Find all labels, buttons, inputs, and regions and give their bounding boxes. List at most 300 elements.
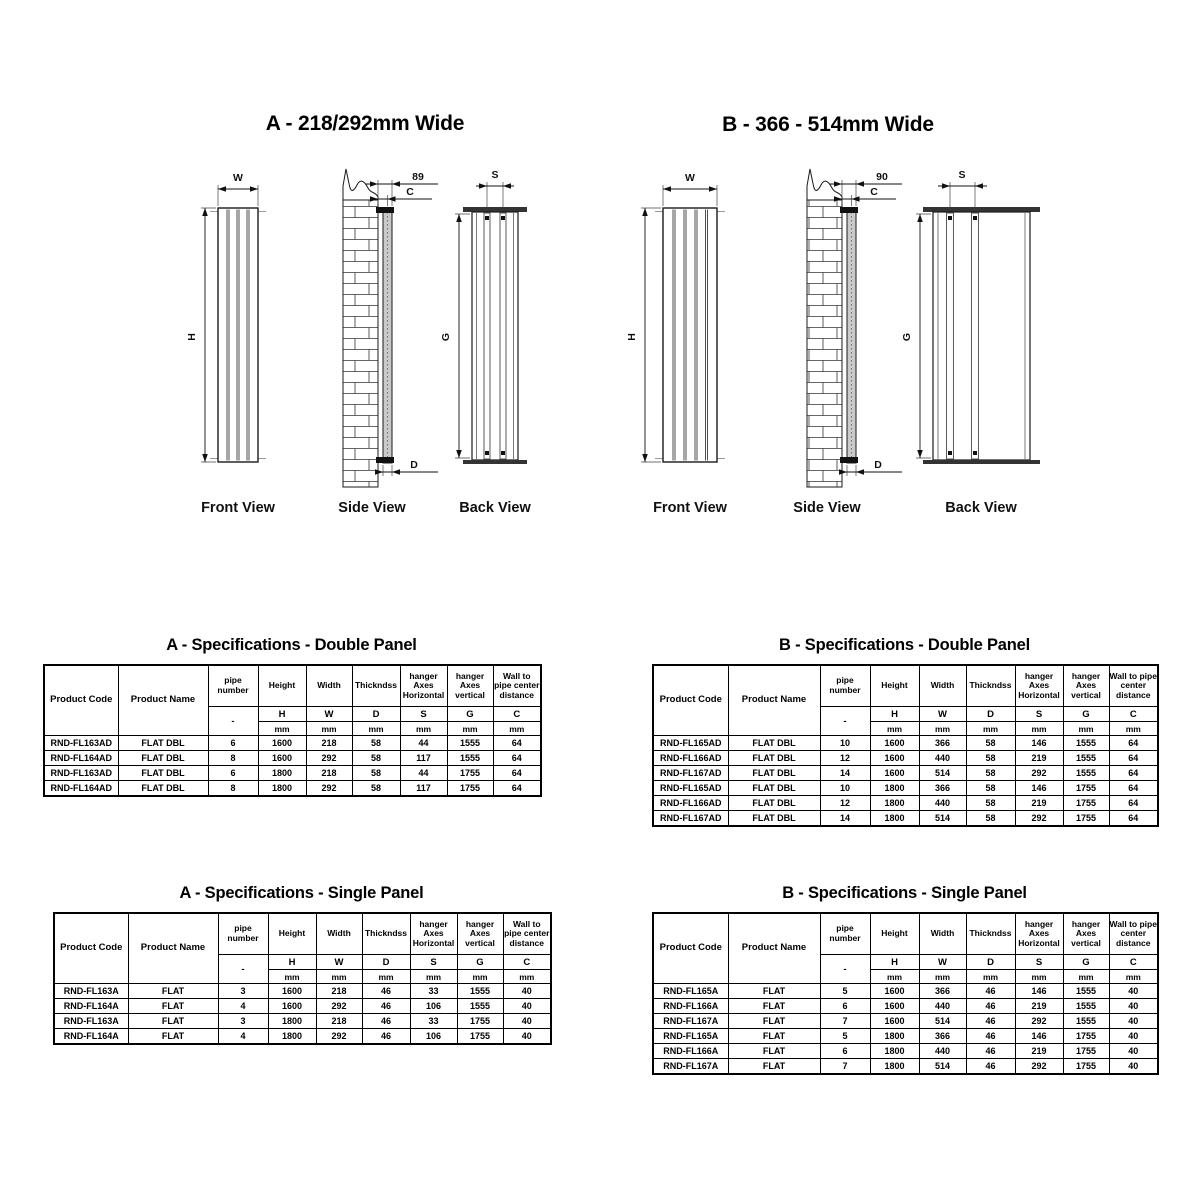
table-cell: 1800 <box>870 796 919 811</box>
table-cell: FLAT <box>728 1029 820 1044</box>
table-cell: 46 <box>966 1029 1015 1044</box>
col-header: Product Name <box>118 665 208 736</box>
table-cell: 1600 <box>870 984 919 999</box>
symbol-header: W <box>919 955 966 970</box>
table-cell: 33 <box>410 1014 457 1029</box>
table-cell: 514 <box>919 1059 966 1075</box>
table-cell: 366 <box>919 736 966 751</box>
table-cell: 46 <box>362 1029 410 1045</box>
symbol-header: G <box>1063 707 1109 722</box>
col-header: Thickndss <box>966 665 1015 707</box>
dim-label-h: H <box>186 333 198 341</box>
table-row <box>653 984 1158 999</box>
col-header: Width <box>919 665 966 707</box>
col-header: Thickndss <box>352 665 400 707</box>
unit-header: mm <box>1015 970 1063 984</box>
unit-header: mm <box>1015 722 1063 736</box>
table-cell: RND-FL163A <box>54 984 128 999</box>
table-cell: 7 <box>820 1014 870 1029</box>
col-header: hanger Axes Horizontal <box>1015 913 1063 955</box>
col-header: Width <box>316 913 362 955</box>
table-cell: FLAT DBL <box>728 751 820 766</box>
table-cell: FLAT DBL <box>728 811 820 827</box>
col-header: hanger Axes vertical <box>1063 913 1109 955</box>
table-cell: RND-FL167AD <box>653 811 728 827</box>
unit-header: mm <box>362 970 410 984</box>
dim-label-c: C <box>870 186 878 198</box>
col-header: pipe number <box>820 665 870 707</box>
table-cell: 440 <box>919 999 966 1014</box>
table-cell: 40 <box>1109 1044 1158 1059</box>
table-title: B - Specifications - Double Panel <box>778 636 1031 654</box>
table-cell: 1555 <box>457 984 503 999</box>
table-cell: 1600 <box>258 736 306 751</box>
table-row <box>54 1029 551 1045</box>
table-cell: 146 <box>1015 736 1063 751</box>
col-header: Product Code <box>54 913 128 984</box>
table-cell: 1555 <box>1063 999 1109 1014</box>
table-title: A - Specifications - Single Panel <box>179 884 424 902</box>
table-cell: 1600 <box>870 766 919 781</box>
table-cell: 1555 <box>1063 751 1109 766</box>
unit-header: mm <box>316 970 362 984</box>
table-cell: 46 <box>966 1044 1015 1059</box>
table-cell: 46 <box>966 999 1015 1014</box>
table-cell: 1800 <box>870 1044 919 1059</box>
back-view-label: Back View <box>945 500 1017 516</box>
section-b-drawing <box>620 140 1050 535</box>
col-header: Height <box>870 665 919 707</box>
table-row <box>54 1014 551 1029</box>
table-cell: RND-FL167A <box>653 1059 728 1075</box>
table-cell: FLAT <box>128 984 218 999</box>
dim-label-s: S <box>958 169 966 181</box>
symbol-header: D <box>352 707 400 722</box>
col-header: pipe number <box>208 665 258 707</box>
unit-header: mm <box>258 722 306 736</box>
col-header: Product Code <box>653 913 728 984</box>
symbol-header: W <box>316 955 362 970</box>
table-cell: FLAT DBL <box>118 751 208 766</box>
wall-bracket-top <box>376 207 394 213</box>
table-cell: FLAT <box>128 999 218 1014</box>
table-cell: 8 <box>208 781 258 797</box>
table-cell: FLAT <box>728 984 820 999</box>
unit-header: mm <box>306 722 352 736</box>
table-title: A - Specifications - Double Panel <box>166 636 417 654</box>
table-title: B - Specifications - Single Panel <box>782 884 1027 902</box>
table-cell: 46 <box>966 1014 1015 1029</box>
symbol-header: H <box>870 707 919 722</box>
table-cell: 1800 <box>870 1029 919 1044</box>
table-row <box>653 811 1158 827</box>
table-cell: 58 <box>966 736 1015 751</box>
unit-header: mm <box>447 722 493 736</box>
table-row <box>653 796 1158 811</box>
symbol-header: D <box>966 955 1015 970</box>
table-cell: 1755 <box>457 1014 503 1029</box>
spec-section-b-single <box>652 884 1157 1075</box>
table-cell: 64 <box>1109 751 1158 766</box>
symbol-header: H <box>258 707 306 722</box>
table-row <box>44 736 541 751</box>
table-cell: RND-FL164AD <box>44 781 118 797</box>
table-cell: RND-FL166AD <box>653 751 728 766</box>
top-wall-strip <box>463 207 527 212</box>
table-cell: 3 <box>218 1014 268 1029</box>
table-cell: 106 <box>410 1029 457 1045</box>
table-cell: 14 <box>820 766 870 781</box>
col-header: hanger Axes Horizontal <box>1015 665 1063 707</box>
table-cell: 1600 <box>870 999 919 1014</box>
side-view-drawing <box>338 169 438 516</box>
table-cell: 440 <box>919 796 966 811</box>
symbol-header: W <box>919 707 966 722</box>
bottom-wall-strip <box>923 460 1040 464</box>
front-view-drawing <box>186 172 276 516</box>
symbol-header: S <box>400 707 447 722</box>
dim-label-d: D <box>410 459 418 471</box>
wall-bracket-bottom <box>376 457 394 463</box>
col-header: Height <box>870 913 919 955</box>
table-cell: 146 <box>1015 1029 1063 1044</box>
symbol-header: - <box>218 955 268 984</box>
table-cell: 440 <box>919 751 966 766</box>
table-cell: 6 <box>820 999 870 1014</box>
hanger-rail <box>947 213 954 459</box>
table-cell: 1755 <box>1063 1059 1109 1075</box>
table-cell: 14 <box>820 811 870 827</box>
col-header: pipe number <box>820 913 870 955</box>
dim-label-depth: 90 <box>876 171 888 183</box>
symbol-header: C <box>1109 955 1158 970</box>
table-cell: 1755 <box>1063 796 1109 811</box>
table-cell: 10 <box>820 781 870 796</box>
symbol-header: C <box>503 955 551 970</box>
col-header: pipe number <box>218 913 268 955</box>
symbol-header: G <box>447 707 493 722</box>
table-cell: 1755 <box>457 1029 503 1045</box>
table-cell: 1600 <box>258 751 306 766</box>
unit-header: mm <box>410 970 457 984</box>
symbol-header: - <box>208 707 258 736</box>
table-cell: RND-FL166A <box>653 1044 728 1059</box>
col-header: Product Code <box>653 665 728 736</box>
table-cell: 40 <box>503 1029 551 1045</box>
spec-table <box>43 664 542 797</box>
symbol-header: G <box>1063 955 1109 970</box>
table-cell: 5 <box>820 984 870 999</box>
table-cell: FLAT <box>728 1044 820 1059</box>
table-cell: 58 <box>352 766 400 781</box>
dim-label-s: S <box>491 169 499 181</box>
table-cell: 292 <box>316 999 362 1014</box>
table-cell: FLAT <box>728 1014 820 1029</box>
symbol-header: S <box>1015 707 1063 722</box>
unit-header: mm <box>919 970 966 984</box>
table-cell: 12 <box>820 796 870 811</box>
table-cell: 1800 <box>268 1014 316 1029</box>
table-cell: RND-FL163A <box>54 1014 128 1029</box>
symbol-header: - <box>820 955 870 984</box>
table-row <box>653 736 1158 751</box>
col-header: hanger Axes vertical <box>447 665 493 707</box>
table-cell: 1800 <box>870 781 919 796</box>
symbol-header: H <box>870 955 919 970</box>
table-cell: RND-FL165AD <box>653 736 728 751</box>
table-cell: 1755 <box>447 766 493 781</box>
table-row <box>44 781 541 797</box>
table-cell: 40 <box>1109 984 1158 999</box>
table-cell: 8 <box>208 751 258 766</box>
unit-header: mm <box>1063 722 1109 736</box>
dim-label-g: G <box>901 332 913 342</box>
table-cell: 58 <box>966 766 1015 781</box>
table-cell: 5 <box>820 1029 870 1044</box>
table-cell: 514 <box>919 811 966 827</box>
table-cell: 33 <box>410 984 457 999</box>
wall-bracket-top <box>840 207 858 213</box>
brick-wall <box>343 200 378 487</box>
symbol-header: S <box>1015 955 1063 970</box>
table-row <box>653 1044 1158 1059</box>
table-cell: 1800 <box>258 766 306 781</box>
back-view-drawing <box>440 169 531 516</box>
table-cell: RND-FL163AD <box>44 736 118 751</box>
table-cell: 64 <box>493 766 541 781</box>
col-header: Thickndss <box>966 913 1015 955</box>
table-cell: 514 <box>919 1014 966 1029</box>
table-cell: 4 <box>218 1029 268 1045</box>
back-view-drawing <box>901 169 1040 516</box>
wall-bracket-bottom <box>840 457 858 463</box>
symbol-header: D <box>362 955 410 970</box>
col-header: Width <box>919 913 966 955</box>
col-header: Wall to pipe center distance <box>493 665 541 707</box>
unit-header: mm <box>919 722 966 736</box>
col-header: hanger Axes Horizontal <box>400 665 447 707</box>
table-cell: 64 <box>1109 781 1158 796</box>
col-header: Wall to pipe center distance <box>503 913 551 955</box>
unit-header: mm <box>966 722 1015 736</box>
top-wall-strip <box>923 207 1040 212</box>
table-cell: FLAT DBL <box>118 736 208 751</box>
table-row <box>653 1029 1158 1044</box>
table-row <box>653 999 1158 1014</box>
table-cell: 46 <box>362 1014 410 1029</box>
col-header: Product Code <box>44 665 118 736</box>
table-cell: 292 <box>1015 766 1063 781</box>
table-cell: 292 <box>1015 1014 1063 1029</box>
table-cell: 218 <box>316 1014 362 1029</box>
symbol-header: D <box>966 707 1015 722</box>
table-row <box>653 751 1158 766</box>
table-cell: 64 <box>1109 811 1158 827</box>
table-cell: 1555 <box>447 736 493 751</box>
hanger-rail <box>972 213 979 459</box>
table-cell: RND-FL164A <box>54 1029 128 1045</box>
bottom-wall-strip <box>463 460 527 464</box>
table-cell: 219 <box>1015 751 1063 766</box>
table-cell: FLAT DBL <box>728 796 820 811</box>
col-header: Height <box>268 913 316 955</box>
table-cell: 4 <box>218 999 268 1014</box>
col-header: Product Name <box>128 913 218 984</box>
table-cell: RND-FL167AD <box>653 766 728 781</box>
radiator-body <box>663 208 717 462</box>
hanger-rail <box>500 213 506 459</box>
table-cell: 10 <box>820 736 870 751</box>
table-cell: RND-FL164AD <box>44 751 118 766</box>
dim-label-g: G <box>440 332 452 342</box>
table-cell: 117 <box>400 751 447 766</box>
col-header: Height <box>258 665 306 707</box>
table-row <box>653 766 1158 781</box>
table-cell: 218 <box>306 736 352 751</box>
front-view-label: Front View <box>653 500 727 516</box>
spec-section-a-double <box>43 636 540 797</box>
side-view-label: Side View <box>338 500 406 516</box>
table-cell: 58 <box>966 811 1015 827</box>
col-header: hanger Axes Horizontal <box>410 913 457 955</box>
table-cell: 6 <box>820 1044 870 1059</box>
col-header: Thickndss <box>362 913 410 955</box>
dim-label-depth: 89 <box>412 171 424 183</box>
table-cell: FLAT DBL <box>118 781 208 797</box>
table-cell: 1600 <box>268 999 316 1014</box>
table-cell: RND-FL166A <box>653 999 728 1014</box>
table-cell: RND-FL165A <box>653 1029 728 1044</box>
table-cell: 64 <box>493 751 541 766</box>
table-cell: 1555 <box>457 999 503 1014</box>
table-cell: 1800 <box>268 1029 316 1045</box>
table-cell: 1555 <box>1063 766 1109 781</box>
section-b-title: B - 366 - 514mm Wide <box>722 113 934 136</box>
symbol-header: C <box>1109 707 1158 722</box>
front-view-label: Front View <box>201 500 275 516</box>
spec-table <box>652 912 1159 1075</box>
unit-header: mm <box>457 970 503 984</box>
table-cell: 366 <box>919 1029 966 1044</box>
table-cell: 40 <box>503 984 551 999</box>
table-cell: 219 <box>1015 999 1063 1014</box>
table-cell: 40 <box>503 1014 551 1029</box>
table-cell: 6 <box>208 766 258 781</box>
spec-section-a-single <box>53 884 550 1045</box>
unit-header: mm <box>1063 970 1109 984</box>
table-cell: FLAT DBL <box>118 766 208 781</box>
table-cell: 1755 <box>1063 1044 1109 1059</box>
table-cell: RND-FL165AD <box>653 781 728 796</box>
table-cell: 292 <box>1015 811 1063 827</box>
symbol-header: W <box>306 707 352 722</box>
table-cell: 40 <box>503 999 551 1014</box>
table-cell: 1755 <box>447 781 493 797</box>
col-header: Product Name <box>728 665 820 736</box>
table-cell: 219 <box>1015 796 1063 811</box>
table-cell: 1600 <box>268 984 316 999</box>
table-cell: 1600 <box>870 1014 919 1029</box>
col-header: Wall to pipe center distance <box>1109 665 1158 707</box>
symbol-header: G <box>457 955 503 970</box>
table-cell: 6 <box>208 736 258 751</box>
table-cell: 40 <box>1109 1029 1158 1044</box>
table-cell: 146 <box>1015 984 1063 999</box>
table-cell: RND-FL163AD <box>44 766 118 781</box>
spec-table <box>53 912 552 1045</box>
table-cell: FLAT DBL <box>728 736 820 751</box>
table-cell: 1555 <box>1063 984 1109 999</box>
col-header: hanger Axes vertical <box>1063 665 1109 707</box>
table-cell: 64 <box>1109 766 1158 781</box>
table-cell: 58 <box>352 781 400 797</box>
col-header: Product Name <box>728 913 820 984</box>
table-cell: RND-FL166AD <box>653 796 728 811</box>
unit-header: mm <box>1109 722 1158 736</box>
unit-header: mm <box>503 970 551 984</box>
section-a-drawing <box>180 140 580 535</box>
table-cell: 218 <box>316 984 362 999</box>
table-cell: 1755 <box>1063 811 1109 827</box>
table-cell: 1600 <box>870 736 919 751</box>
table-cell: 292 <box>316 1029 362 1045</box>
table-cell: 292 <box>1015 1059 1063 1075</box>
table-cell: 40 <box>1109 1014 1158 1029</box>
table-cell: 1755 <box>1063 781 1109 796</box>
col-header: Width <box>306 665 352 707</box>
table-cell: 58 <box>966 751 1015 766</box>
table-row <box>54 984 551 999</box>
symbol-header: C <box>493 707 541 722</box>
unit-header: mm <box>268 970 316 984</box>
table-cell: RND-FL167A <box>653 1014 728 1029</box>
back-view-label: Back View <box>459 500 531 516</box>
table-cell: 40 <box>1109 999 1158 1014</box>
unit-header: mm <box>352 722 400 736</box>
symbol-header: - <box>820 707 870 736</box>
table-cell: 366 <box>919 781 966 796</box>
unit-header: mm <box>400 722 447 736</box>
unit-header: mm <box>870 970 919 984</box>
unit-header: mm <box>1109 970 1158 984</box>
col-header: hanger Axes vertical <box>457 913 503 955</box>
dim-label-w: W <box>685 172 695 184</box>
table-row <box>44 751 541 766</box>
table-cell: 1800 <box>258 781 306 797</box>
front-view-drawing <box>626 172 728 516</box>
brick-wall <box>807 200 842 487</box>
table-cell: 219 <box>1015 1044 1063 1059</box>
table-row <box>653 781 1158 796</box>
table-cell: 44 <box>400 736 447 751</box>
dim-label-w: W <box>233 172 243 184</box>
table-cell: 40 <box>1109 1059 1158 1075</box>
table-cell: 1555 <box>1063 1014 1109 1029</box>
side-view-label: Side View <box>793 500 861 516</box>
unit-header: mm <box>493 722 541 736</box>
table-row <box>54 999 551 1014</box>
table-cell: 1555 <box>1063 736 1109 751</box>
table-cell: 146 <box>1015 781 1063 796</box>
unit-header: mm <box>870 722 919 736</box>
col-header: Wall to pipe center distance <box>1109 913 1158 955</box>
hanger-rail <box>484 213 490 459</box>
table-cell: 292 <box>306 781 352 797</box>
table-cell: FLAT DBL <box>728 766 820 781</box>
section-a-title: A - 218/292mm Wide <box>265 112 465 135</box>
table-cell: FLAT <box>128 1029 218 1045</box>
table-cell: 218 <box>306 766 352 781</box>
